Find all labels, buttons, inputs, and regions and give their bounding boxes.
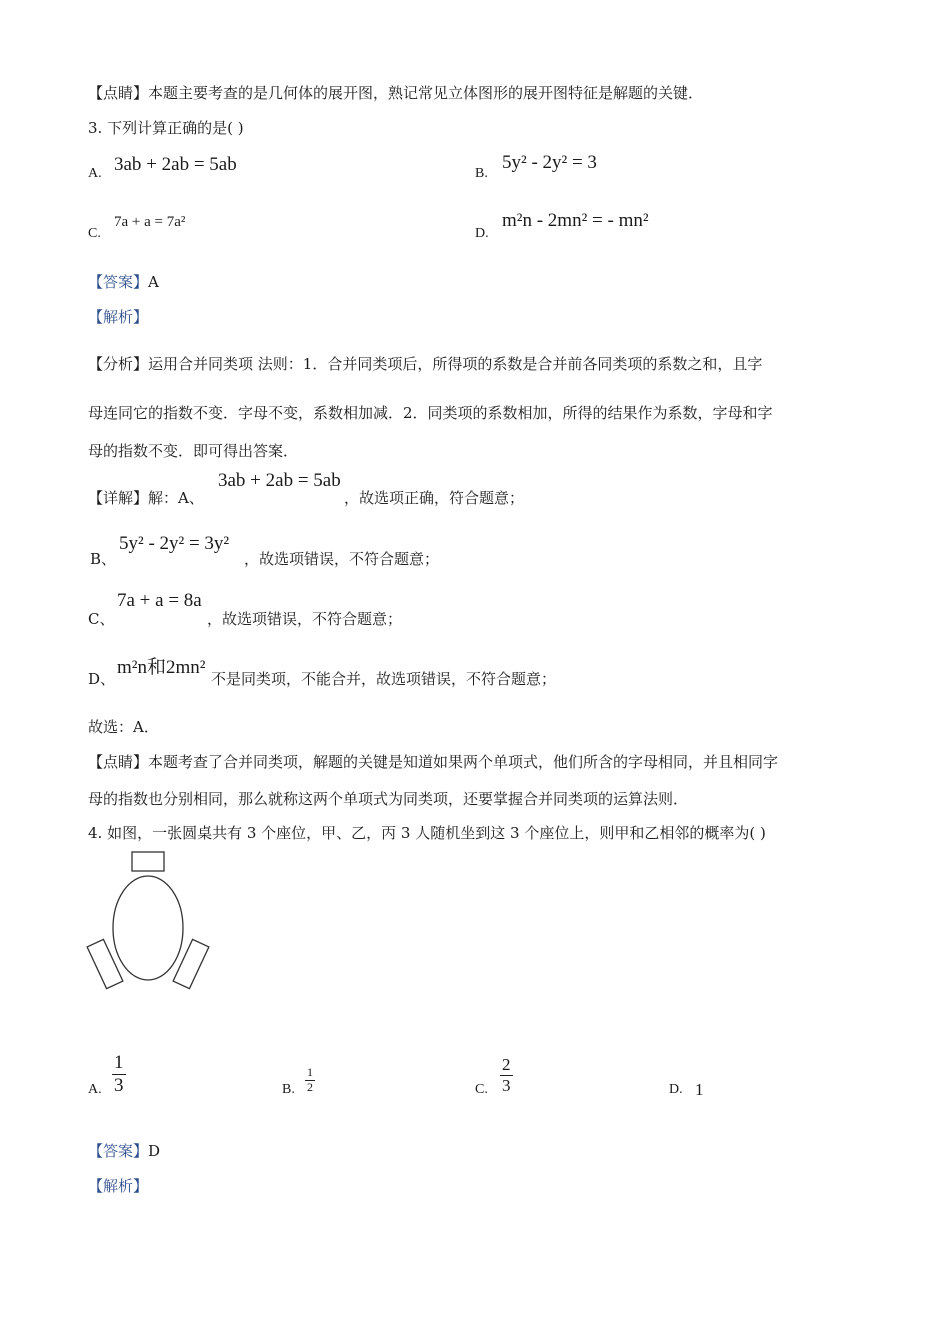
- q3-option-d-expr: m²n - 2mn² = - mn²: [502, 210, 649, 231]
- detail-d-text: 不是同类项，不能合并，故选项错误，不符合题意；: [211, 670, 557, 688]
- q4-option-d-value: 1: [695, 1080, 704, 1099]
- comment-tag: 【点睛】: [88, 84, 149, 102]
- q3-fenxi-line3: 母的指数不变．即可得出答案．: [88, 442, 299, 460]
- q3-comment-line2: 母的指数也分别相同，那么就称这两个单项式为同类项，还要掌握合并同类项的运算法则．: [88, 790, 689, 808]
- q4-option-d-letter: D.: [669, 1082, 683, 1097]
- q4-option-a-fraction: [112, 1052, 126, 1097]
- question-3-stem: 3. 下列计算正确的是( ): [88, 119, 244, 137]
- q4-option-b-fraction: [305, 1066, 315, 1095]
- denominator: 3: [114, 1074, 124, 1096]
- detail-a-expr: 3ab + 2ab = 5ab: [218, 470, 341, 491]
- q4-analysis-tag: 【解析】: [88, 1177, 149, 1195]
- q3-option-a-expr: 3ab + 2ab = 5ab: [114, 154, 237, 175]
- q3-option-c-expr: 7a + a = 7a²: [114, 214, 186, 230]
- denominator: 2: [307, 1079, 313, 1094]
- round-table-figure: [80, 846, 220, 996]
- detail-a-text: ，故选项正确，符合题意；: [344, 489, 525, 507]
- q4-option-a-letter: A.: [88, 1082, 102, 1097]
- fenxi-tag: 【分析】: [88, 355, 149, 373]
- numerator: 1: [307, 1065, 313, 1079]
- q3-option-b-letter: B.: [475, 166, 488, 181]
- numerator: 2: [502, 1055, 511, 1074]
- comment-tag: 【点睛】: [88, 753, 149, 771]
- detail-a-label: 解：A、: [148, 489, 204, 507]
- answer-value: D: [148, 1142, 161, 1160]
- q3-analysis-tag: 【解析】: [88, 308, 149, 326]
- detail-a-prefix: [88, 487, 204, 508]
- q3-fenxi-line1: [88, 353, 762, 374]
- seat-top: [132, 852, 164, 871]
- detail-b-expr: 5y² - 2y² = 3y²: [119, 533, 230, 554]
- fenxi-text-1: 运用合并同类项 法则：1．合并同类项后，所得项的系数是合并前各同类项的系数之和，且字: [148, 355, 763, 373]
- detail-b-text: ，故选项错误，不符合题意；: [244, 550, 440, 568]
- detail-c-prefix: C、: [88, 610, 115, 628]
- q3-conclusion: 故选：A．: [88, 718, 159, 736]
- q4-option-c-letter: C.: [475, 1082, 488, 1097]
- numerator: 1: [114, 1052, 124, 1073]
- q3-option-a-letter: A.: [88, 166, 102, 181]
- q3-option-c-letter: C.: [88, 226, 101, 241]
- question-4-stem: 4. 如图，一张圆桌共有 3 个座位，甲、乙，丙 3 人随机坐到这 3 个座位上，则甲和乙相邻的概率为( ): [88, 824, 766, 842]
- answer-tag: 【答案】: [88, 273, 149, 291]
- detail-tag: 【详解】: [88, 489, 149, 507]
- detail-d-prefix: D、: [88, 670, 116, 688]
- q3-answer: [88, 271, 159, 292]
- detail-c-expr: 7a + a = 8a: [117, 590, 202, 611]
- detail-b-prefix: B、: [90, 550, 117, 568]
- q2-comment: [88, 82, 703, 103]
- seat-right: [173, 939, 209, 988]
- comment-text: 本题主要考查的是几何体的展开图，熟记常见立体图形的展开图特征是解题的关键．: [148, 84, 704, 102]
- detail-c-text: ，故选项错误，不符合题意；: [207, 610, 403, 628]
- q3-fenxi-line2: 母连同它的指数不变．字母不变，系数相加减．2．同类项的系数相加，所得的结果作为系数，字母和字: [88, 404, 773, 422]
- comment-text-1: 本题考查了合并同类项，解题的关键是知道如果两个单项式，他们所含的字母相同，并且相同字: [148, 753, 779, 771]
- q4-option-c-fraction: [500, 1055, 513, 1095]
- q4-answer: [88, 1140, 160, 1161]
- denominator: 3: [502, 1075, 511, 1095]
- q3-option-d-letter: D.: [475, 226, 489, 241]
- answer-value: A: [148, 273, 159, 291]
- q3-comment-line1: [88, 751, 778, 772]
- q4-option-b-letter: B.: [282, 1082, 295, 1097]
- seat-left: [87, 939, 123, 988]
- table-ellipse: [113, 876, 183, 980]
- detail-d-expr: m²n和2mn²: [117, 657, 206, 678]
- q3-option-b-expr: 5y² - 2y² = 3: [502, 152, 597, 173]
- answer-tag: 【答案】: [88, 1142, 149, 1160]
